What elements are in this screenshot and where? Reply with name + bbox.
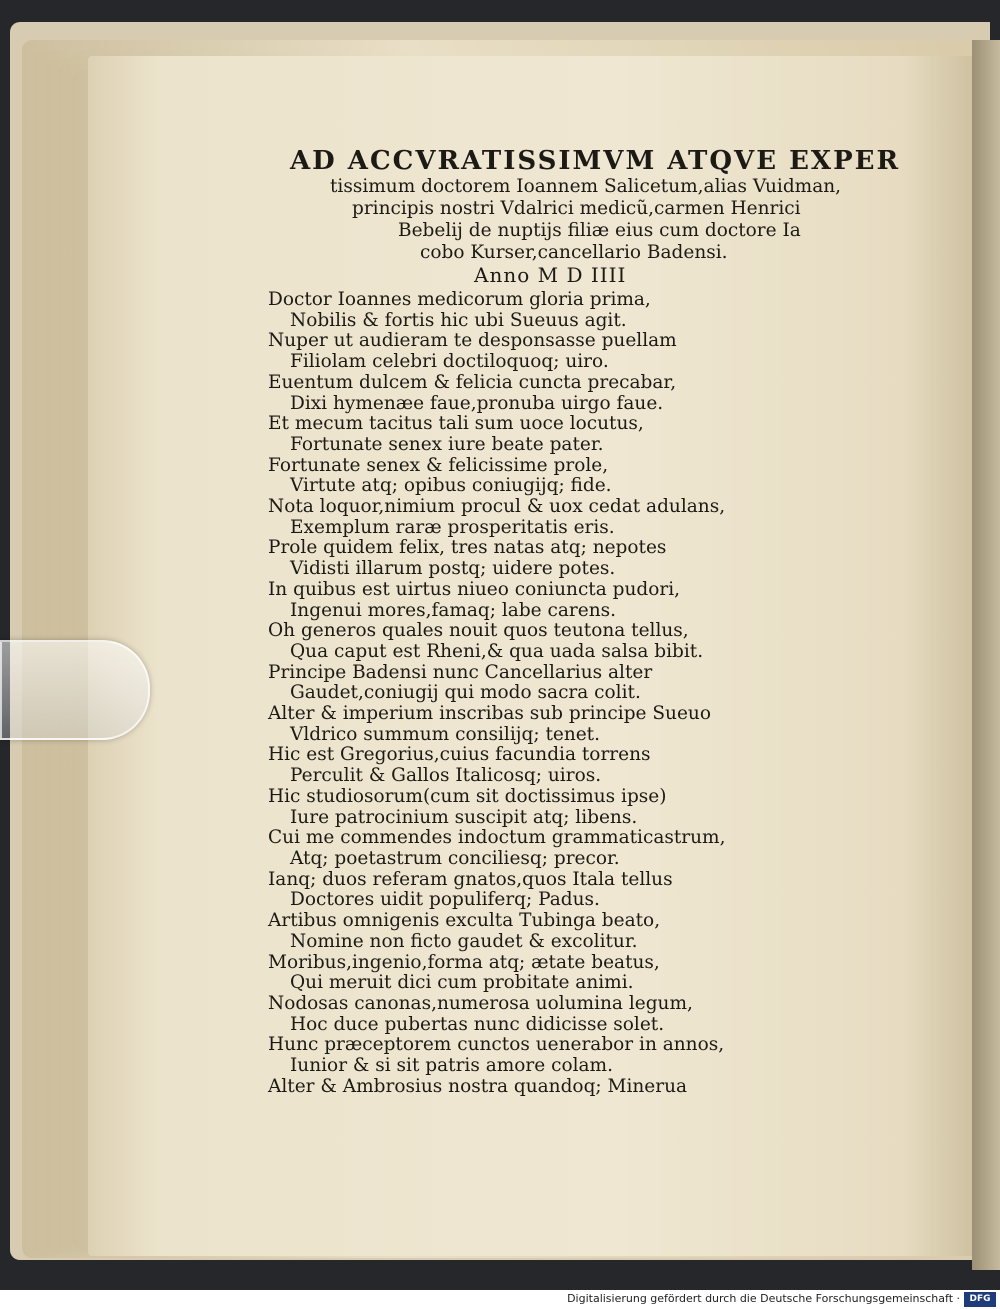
heading-line: principis nostri Vdalrici medicũ,carmen Henrici: [352, 198, 801, 219]
year-line: Anno M D IIII: [474, 263, 627, 287]
verse-line: Exemplum raræ prosperitatis eris.: [290, 516, 615, 538]
verse-line: Nomine non ficto gaudet & excolitur.: [290, 930, 638, 952]
verse-line: Oh generos quales nouit quos teutona tellus,: [268, 620, 689, 642]
verse-line: Doctores uidit populiferq; Padus.: [290, 889, 600, 911]
verse-line: Nuper ut audieram te desponsasse puellam: [268, 330, 677, 352]
verse-line: Perculit & Gallos Italicosq; uiros.: [290, 765, 602, 787]
verse-line: Cui me commendes indoctum grammaticastrum,: [268, 827, 726, 849]
verse-line: Nodosas canonas,numerosa uolumina legum,: [268, 992, 693, 1014]
verse-line: Hunc præceptorem cunctos uenerabor in annos,: [268, 1034, 725, 1056]
verse-line: Et mecum tacitus tali sum uoce locutus,: [268, 413, 644, 435]
footer-bar: [0, 1290, 1000, 1309]
verse-line: Vidisti illarum postq; uidere potes.: [290, 558, 616, 580]
verse-line: In quibus est uirtus niueo coniuncta pudori,: [268, 578, 681, 600]
verse-line: Nobilis & fortis hic ubi Sueuus agit.: [290, 309, 627, 331]
verse-line: Qua caput est Rheni,& qua uada salsa bibit.: [290, 640, 704, 662]
poem: [268, 290, 888, 1097]
verse-line: Fortunate senex & felicissime prole,: [268, 454, 609, 476]
verse-line: Prole quidem felix, tres natas atq; nepotes: [268, 537, 667, 559]
verse-line: Nota loquor,nimium procul & uox cedat adulans,: [268, 496, 726, 518]
heading-line: cobo Kurser,cancellario Badensi.: [420, 242, 728, 263]
verse-line: Iunior & si sit patris amore colam.: [290, 1055, 613, 1077]
verse-line: Virtute atq; opibus coniugijq; fide.: [290, 475, 612, 497]
facing-page-edge: [972, 40, 1000, 1270]
verse-line: Alter & imperium inscribas sub principe Sueuo: [268, 703, 711, 725]
heading-line: tissimum doctorem Ioannem Salicetum,alias Vuidman,: [330, 176, 842, 197]
verse-line: Principe Badensi nunc Cancellarius alter: [268, 661, 653, 683]
verse-line: Gaudet,coniugij qui modo sacra colit.: [290, 682, 641, 704]
verse-line: Filiolam celebri doctiloquoq; uiro.: [290, 351, 609, 373]
page-text: [268, 146, 901, 1097]
verse-line: Doctor Ioannes medicorum gloria prima,: [268, 289, 651, 310]
verse-line: Moribus,ingenio,forma atq; ætate beatus,: [268, 951, 660, 973]
dfg-logo[interactable]: DFG: [964, 1292, 996, 1307]
verse-line: Fortunate senex iure beate pater.: [290, 433, 604, 455]
verse-line: Atq; poetastrum conciliesq; precor.: [290, 847, 620, 869]
verse-line: Alter & Ambrosius nostra quandoq; Minerua: [268, 1075, 688, 1097]
verse-line: Hic studiosorum(cum sit doctissimus ipse): [268, 785, 667, 807]
verse-line: Hoc duce pubertas nunc didicisse solet.: [290, 1013, 665, 1035]
verse-line: Hic est Gregorius,cuius facundia torrens: [268, 744, 651, 766]
page-title: AD ACCVRATISSIMVM ATQVE EXPER: [290, 146, 901, 176]
verse-line: Artibus omnigenis exculta Tubinga beato,: [268, 910, 661, 932]
verse-line: Ingenui mores,famaq; labe carens.: [290, 599, 616, 621]
verse-line: Dixi hymenæe faue,pronuba uirgo faue.: [290, 392, 664, 414]
verse-line: Ianq; duos referam gnatos,quos Itala tellus: [268, 868, 673, 890]
verse-line: Qui meruit dici cum probitate animi.: [290, 972, 634, 994]
page-holder-clip: [0, 640, 150, 740]
verse-line: Vldrico summum consilijq; tenet.: [290, 723, 601, 745]
funding-credit: Digitalisierung gefördert durch die Deutsche Forschungsgemeinschaft ·: [567, 1292, 960, 1305]
verse-line: Euentum dulcem & felicia cuncta precabar,: [268, 371, 677, 393]
verse-line: Iure patrocinium suscipit atq; libens.: [290, 806, 638, 828]
heading-line: Bebelij de nuptijs filiæ eius cum doctore Ia: [398, 220, 801, 241]
